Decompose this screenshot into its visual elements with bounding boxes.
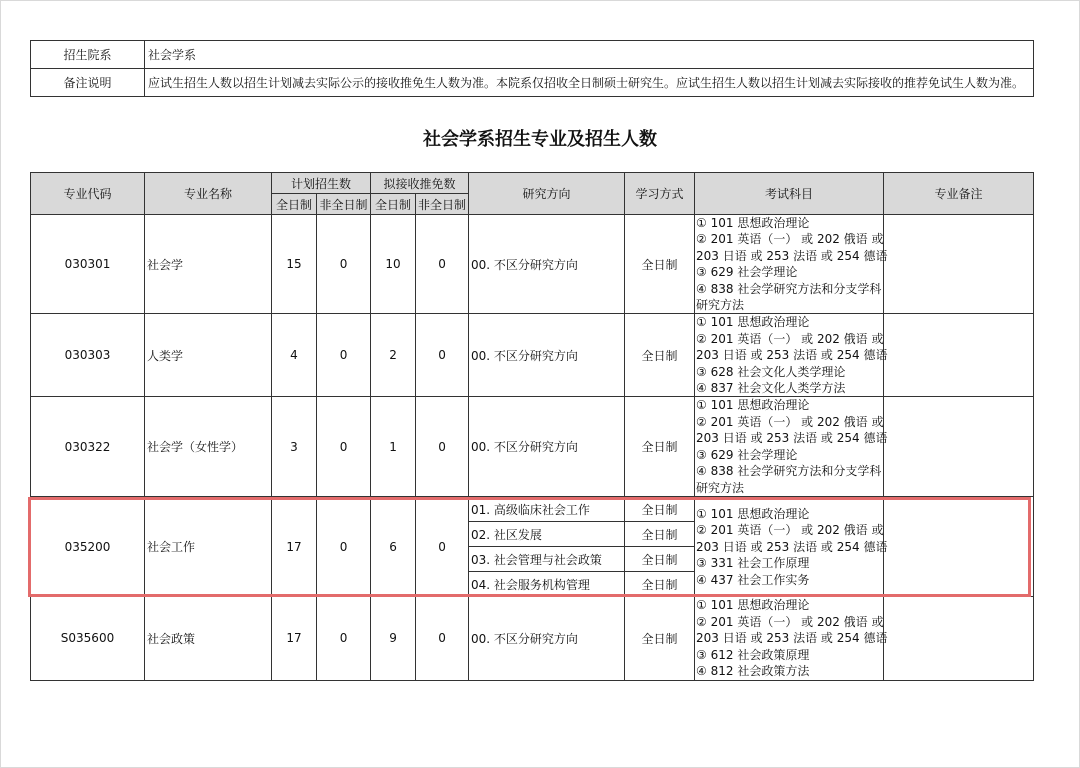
cell-mode: 全日制	[625, 497, 695, 522]
cell-code: 030303	[31, 314, 145, 397]
subject-line: ④ 837 社会文化人类学方法	[696, 381, 846, 396]
subject-line: 203 日语 或 253 法语 或 254 德语	[696, 248, 888, 263]
header-rec-full: 全日制	[371, 194, 416, 215]
subject-line: ② 201 英语（一） 或 202 俄语 或	[696, 614, 884, 629]
header-direction: 研究方向	[469, 173, 625, 215]
cell-plan-part: 0	[317, 497, 371, 597]
info-label: 招生院系	[31, 41, 145, 69]
header-plan: 计划招生数	[272, 173, 371, 194]
cell-code: 030322	[31, 397, 145, 497]
cell-code: 035200	[31, 497, 145, 597]
cell-plan-part: 0	[317, 314, 371, 397]
cell-note	[884, 597, 1034, 680]
cell-direction: 00. 不区分研究方向	[469, 597, 625, 680]
subject-line: ④ 437 社会工作实务	[696, 572, 810, 587]
subject-line: ③ 331 社会工作原理	[696, 556, 810, 571]
header-subjects: 考试科目	[695, 173, 884, 215]
cell-rec-part: 0	[416, 597, 469, 680]
cell-plan-full: 17	[272, 597, 317, 680]
cell-plan-part: 0	[317, 597, 371, 680]
table-row	[31, 397, 1034, 497]
subject-line: ④ 838 社会学研究方法和分支学科	[696, 281, 882, 296]
cell-rec-part: 0	[416, 215, 469, 314]
subject-line: ① 101 思想政治理论	[696, 216, 810, 230]
subject-line: ③ 612 社会政策原理	[696, 647, 810, 662]
subject-line: 研究方法	[696, 298, 745, 313]
info-value: 社会学系	[145, 41, 1034, 69]
cell-rec-part: 0	[416, 497, 469, 597]
cell-mode: 全日制	[625, 397, 695, 497]
cell-name: 社会学（女性学）	[145, 397, 272, 497]
enrollment-table	[30, 172, 1034, 681]
cell-direction: 00. 不区分研究方向	[469, 215, 625, 314]
cell-subjects	[695, 215, 888, 314]
cell-plan-part: 0	[317, 215, 371, 314]
cell-subjects	[695, 397, 888, 497]
table-row	[31, 497, 1034, 522]
cell-plan-full: 15	[272, 215, 317, 314]
header-note: 专业备注	[884, 173, 1034, 215]
table-row	[31, 215, 1034, 314]
info-row-remark	[31, 69, 1034, 97]
info-label: 备注说明	[31, 69, 145, 97]
cell-rec-full: 6	[371, 497, 416, 597]
cell-code: S035600	[31, 597, 145, 680]
subject-line: 203 日语 或 253 法语 或 254 德语	[696, 631, 888, 646]
header-rec: 拟接收推免数	[371, 173, 469, 194]
subject-line: ① 101 思想政治理论	[696, 398, 810, 413]
subject-line: ③ 628 社会文化人类学理论	[696, 364, 846, 379]
cell-direction: 00. 不区分研究方向	[469, 397, 625, 497]
info-table	[30, 40, 1034, 97]
table-row	[31, 314, 1034, 397]
cell-plan-full: 17	[272, 497, 317, 597]
cell-mode: 全日制	[625, 547, 695, 572]
subject-line: ④ 838 社会学研究方法和分支学科	[696, 464, 882, 479]
header-code: 专业代码	[31, 173, 145, 215]
subject-line: 203 日语 或 253 法语 或 254 德语	[696, 431, 888, 446]
cell-mode: 全日制	[625, 522, 695, 547]
cell-code: 030301	[31, 215, 145, 314]
cell-direction: 03. 社会管理与社会政策	[469, 547, 625, 572]
subject-line: ② 201 英语（一） 或 202 俄语 或	[696, 232, 884, 247]
info-value: 应试生招生人数以招生计划减去实际公示的接收推免生人数为准。本院系仅招收全日制硕士研究生。应试生招生人数以招生计划减去实际接收的推荐免试生人数为准。	[145, 69, 1034, 97]
cell-rec-full: 1	[371, 397, 416, 497]
subject-line: 203 日语 或 253 法语 或 254 德语	[696, 539, 888, 554]
cell-name: 人类学	[145, 314, 272, 397]
cell-rec-full: 10	[371, 215, 416, 314]
subject-line: ② 201 英语（一） 或 202 俄语 或	[696, 523, 884, 538]
subject-line: ③ 629 社会学理论	[696, 265, 798, 280]
header-plan-part: 非全日制	[317, 194, 371, 215]
cell-plan-full: 4	[272, 314, 317, 397]
subject-line: ① 101 思想政治理论	[696, 598, 810, 613]
page-title: 社会学系招生专业及招生人数	[423, 129, 657, 150]
subject-line: ① 101 思想政治理论	[696, 506, 810, 521]
cell-mode: 全日制	[625, 215, 695, 314]
cell-direction: 04. 社会服务机构管理	[469, 572, 625, 597]
cell-rec-part: 0	[416, 397, 469, 497]
cell-note	[884, 314, 1034, 397]
cell-subjects	[695, 314, 888, 397]
cell-direction: 02. 社区发展	[469, 522, 625, 547]
header-rec-part: 非全日制	[416, 194, 469, 215]
subject-line: ④ 812 社会政策方法	[696, 664, 810, 679]
cell-subjects	[695, 597, 888, 680]
cell-plan-part: 0	[317, 397, 371, 497]
header-mode: 学习方式	[625, 173, 695, 215]
cell-note	[884, 215, 1034, 314]
cell-mode: 全日制	[625, 314, 695, 397]
table-row	[31, 597, 1034, 680]
subject-line: ③ 629 社会学理论	[696, 447, 798, 462]
cell-direction: 00. 不区分研究方向	[469, 314, 625, 397]
cell-name: 社会工作	[145, 497, 272, 597]
cell-rec-part: 0	[416, 314, 469, 397]
info-row-department	[31, 41, 1034, 69]
header-plan-full: 全日制	[272, 194, 317, 215]
cell-plan-full: 3	[272, 397, 317, 497]
cell-note	[884, 497, 1034, 597]
subject-line: ② 201 英语（一） 或 202 俄语 或	[696, 331, 884, 346]
header-name: 专业名称	[145, 173, 272, 215]
cell-rec-full: 9	[371, 597, 416, 680]
cell-rec-full: 2	[371, 314, 416, 397]
cell-mode: 全日制	[625, 572, 695, 597]
cell-direction: 01. 高级临床社会工作	[469, 497, 625, 522]
subject-line: ② 201 英语（一） 或 202 俄语 或	[696, 414, 884, 429]
subject-line: ① 101 思想政治理论	[696, 315, 810, 330]
subject-line: 研究方法	[696, 480, 745, 495]
cell-mode: 全日制	[625, 597, 695, 680]
cell-name: 社会学	[145, 215, 272, 314]
cell-subjects	[695, 497, 888, 597]
cell-name: 社会政策	[145, 597, 272, 680]
subject-line: 203 日语 或 253 法语 或 254 德语	[696, 348, 888, 363]
cell-note	[884, 397, 1034, 497]
